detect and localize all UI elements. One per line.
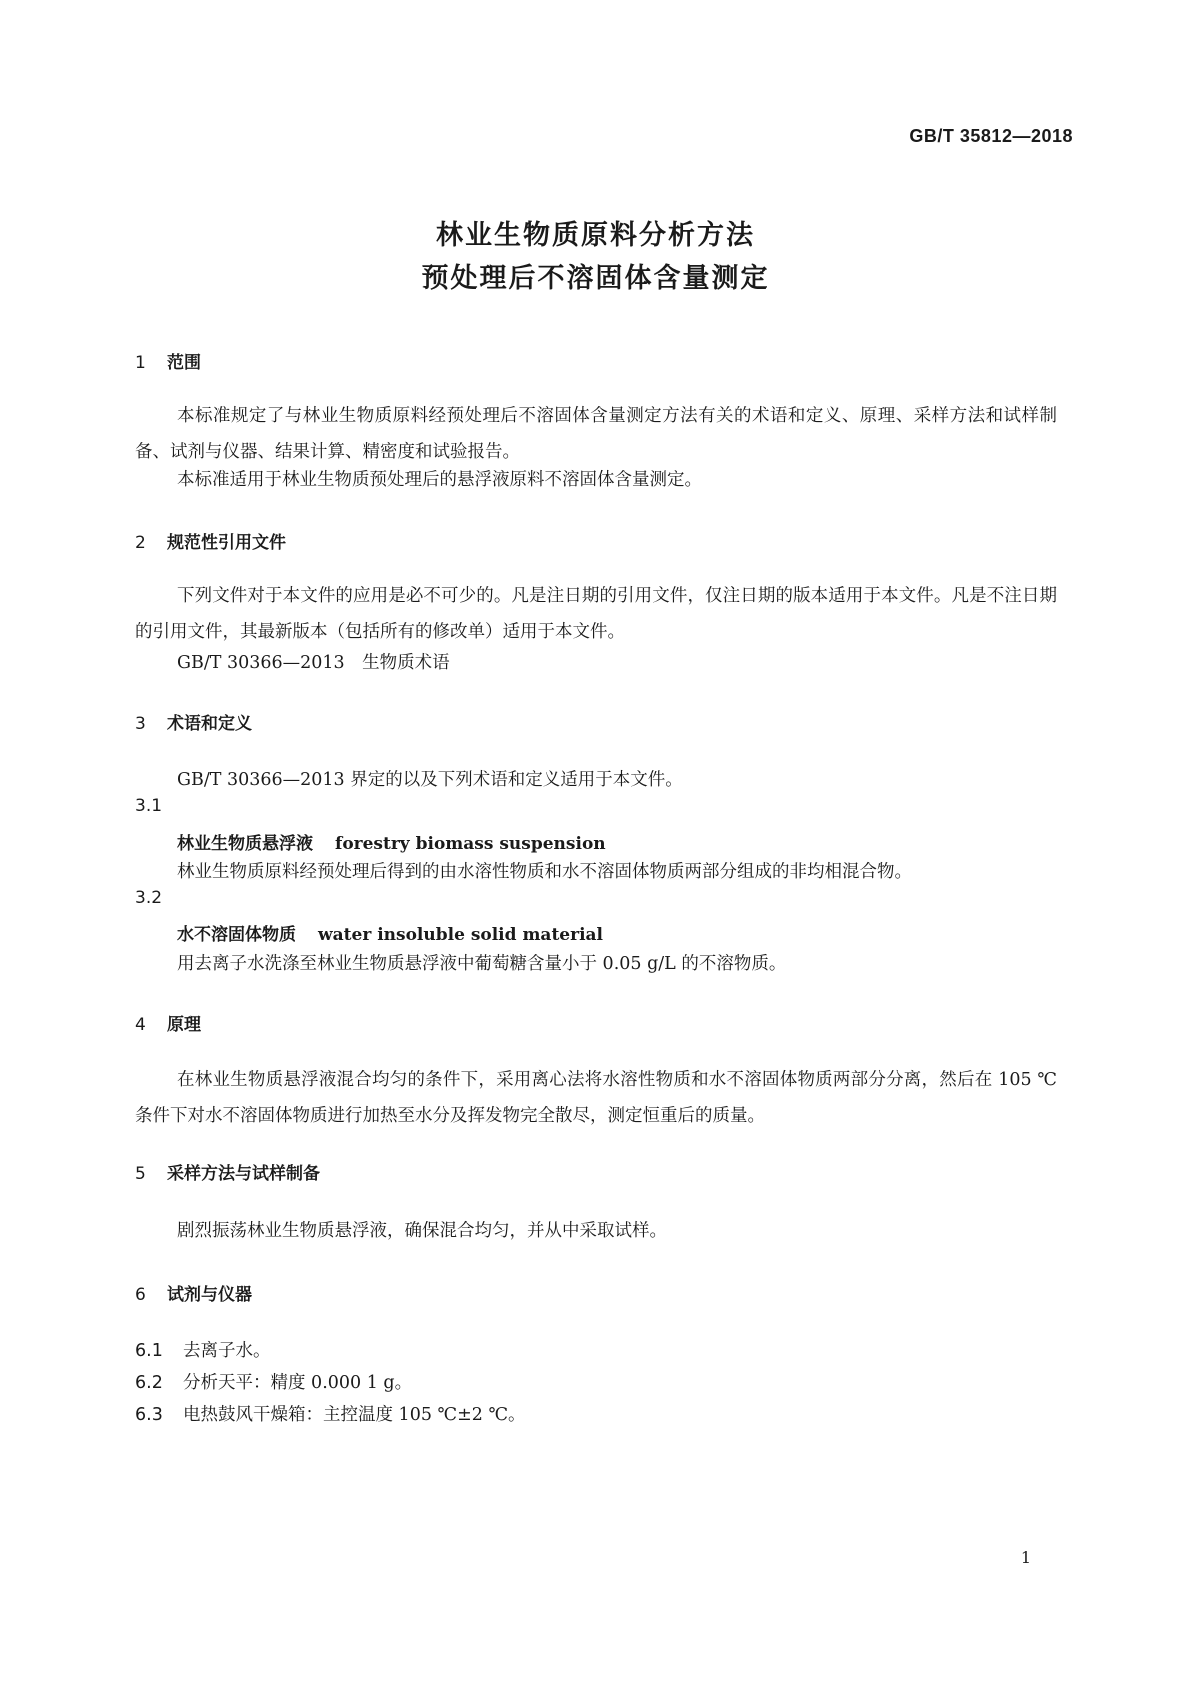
section-number: 1 (135, 353, 146, 373)
normative-reference: GB/T 30366—2013 生物质术语 (177, 653, 450, 673)
item-text: 分析天平：精度 0.000 1 g。 (183, 1373, 413, 1393)
section-number: 3 (135, 714, 146, 734)
section-4-heading (135, 1010, 201, 1035)
section-5-heading (135, 1159, 320, 1184)
section-1-paragraph-2: 本标准适用于林业生物质预处理后的悬浮液原料不溶固体含量测定。 (177, 470, 702, 490)
item-number: 6.3 (135, 1405, 163, 1425)
term-3-1-title (177, 829, 606, 854)
section-number: 4 (135, 1015, 146, 1035)
standard-code: GB/T 35812—2018 (909, 126, 1073, 146)
document-title-line1: 林业生物质原料分析方法 (436, 220, 755, 251)
item-6-2 (135, 1369, 412, 1394)
item-number: 6.1 (135, 1341, 163, 1361)
term-zh: 林业生物质悬浮液 (177, 834, 313, 854)
term-3-2-definition: 用去离子水洗涤至林业生物质悬浮液中葡萄糖含量小于 0.05 g/L 的不溶物质。 (177, 954, 787, 974)
section-title: 采样方法与试样制备 (167, 1164, 320, 1184)
term-en: forestry biomass suspension (335, 834, 606, 854)
item-text: 电热鼓风干燥箱：主控温度 105 ℃±2 ℃。 (183, 1405, 526, 1425)
section-2-heading (135, 528, 286, 553)
section-number: 5 (135, 1164, 146, 1184)
section-3-paragraph-1: GB/T 30366—2013 界定的以及下列术语和定义适用于本文件。 (177, 770, 683, 790)
section-title: 试剂与仪器 (167, 1285, 252, 1305)
section-6-heading (135, 1280, 252, 1305)
section-5-paragraph-1: 剧烈振荡林业生物质悬浮液，确保混合均匀，并从中采取试样。 (177, 1221, 667, 1241)
item-number: 6.2 (135, 1373, 163, 1393)
item-text: 去离子水。 (183, 1341, 271, 1361)
section-title: 规范性引用文件 (167, 533, 286, 553)
term-3-1-definition: 林业生物质原料经预处理后得到的由水溶性物质和水不溶固体物质两部分组成的非均相混合物。 (177, 862, 912, 882)
section-title: 原理 (167, 1015, 201, 1035)
term-3-1-number: 3.1 (135, 796, 163, 816)
section-1-paragraph-1: 本标准规定了与林业生物质原料经预处理后不溶固体含量测定方法有关的术语和定义、原理、采样方法和试样制备、试剂与仪器、结果计算、精密度和试验报告。 (135, 406, 1057, 462)
document-title-line2: 预处理后不溶固体含量测定 (421, 263, 770, 294)
term-zh: 水不溶固体物质 (177, 925, 296, 945)
section-number: 2 (135, 533, 146, 553)
page-number: 1 (1020, 1548, 1031, 1567)
section-2-paragraph-1: 下列文件对于本文件的应用是必不可少的。凡是注日期的引用文件，仅注日期的版本适用于本文件。凡是不注日期的引用文件，其最新版本（包括所有的修改单）适用于本文件。 (135, 586, 1057, 642)
section-number: 6 (135, 1285, 146, 1305)
term-3-2-title (177, 920, 603, 945)
item-6-1 (135, 1337, 271, 1362)
section-3-heading (135, 709, 252, 734)
item-6-3 (135, 1401, 526, 1426)
section-title: 术语和定义 (167, 714, 252, 734)
section-4-paragraph-1: 在林业生物质悬浮液混合均匀的条件下，采用离心法将水溶性物质和水不溶固体物质两部分分离，然后在 105 ℃条件下对水不溶固体物质进行加热至水分及挥发物完全散尽，测定恒重后的质量。 (135, 1070, 1057, 1126)
term-3-2-number: 3.2 (135, 888, 163, 908)
section-title: 范围 (167, 353, 201, 373)
term-en: water insoluble solid material (318, 925, 604, 945)
section-1-heading (135, 348, 201, 373)
